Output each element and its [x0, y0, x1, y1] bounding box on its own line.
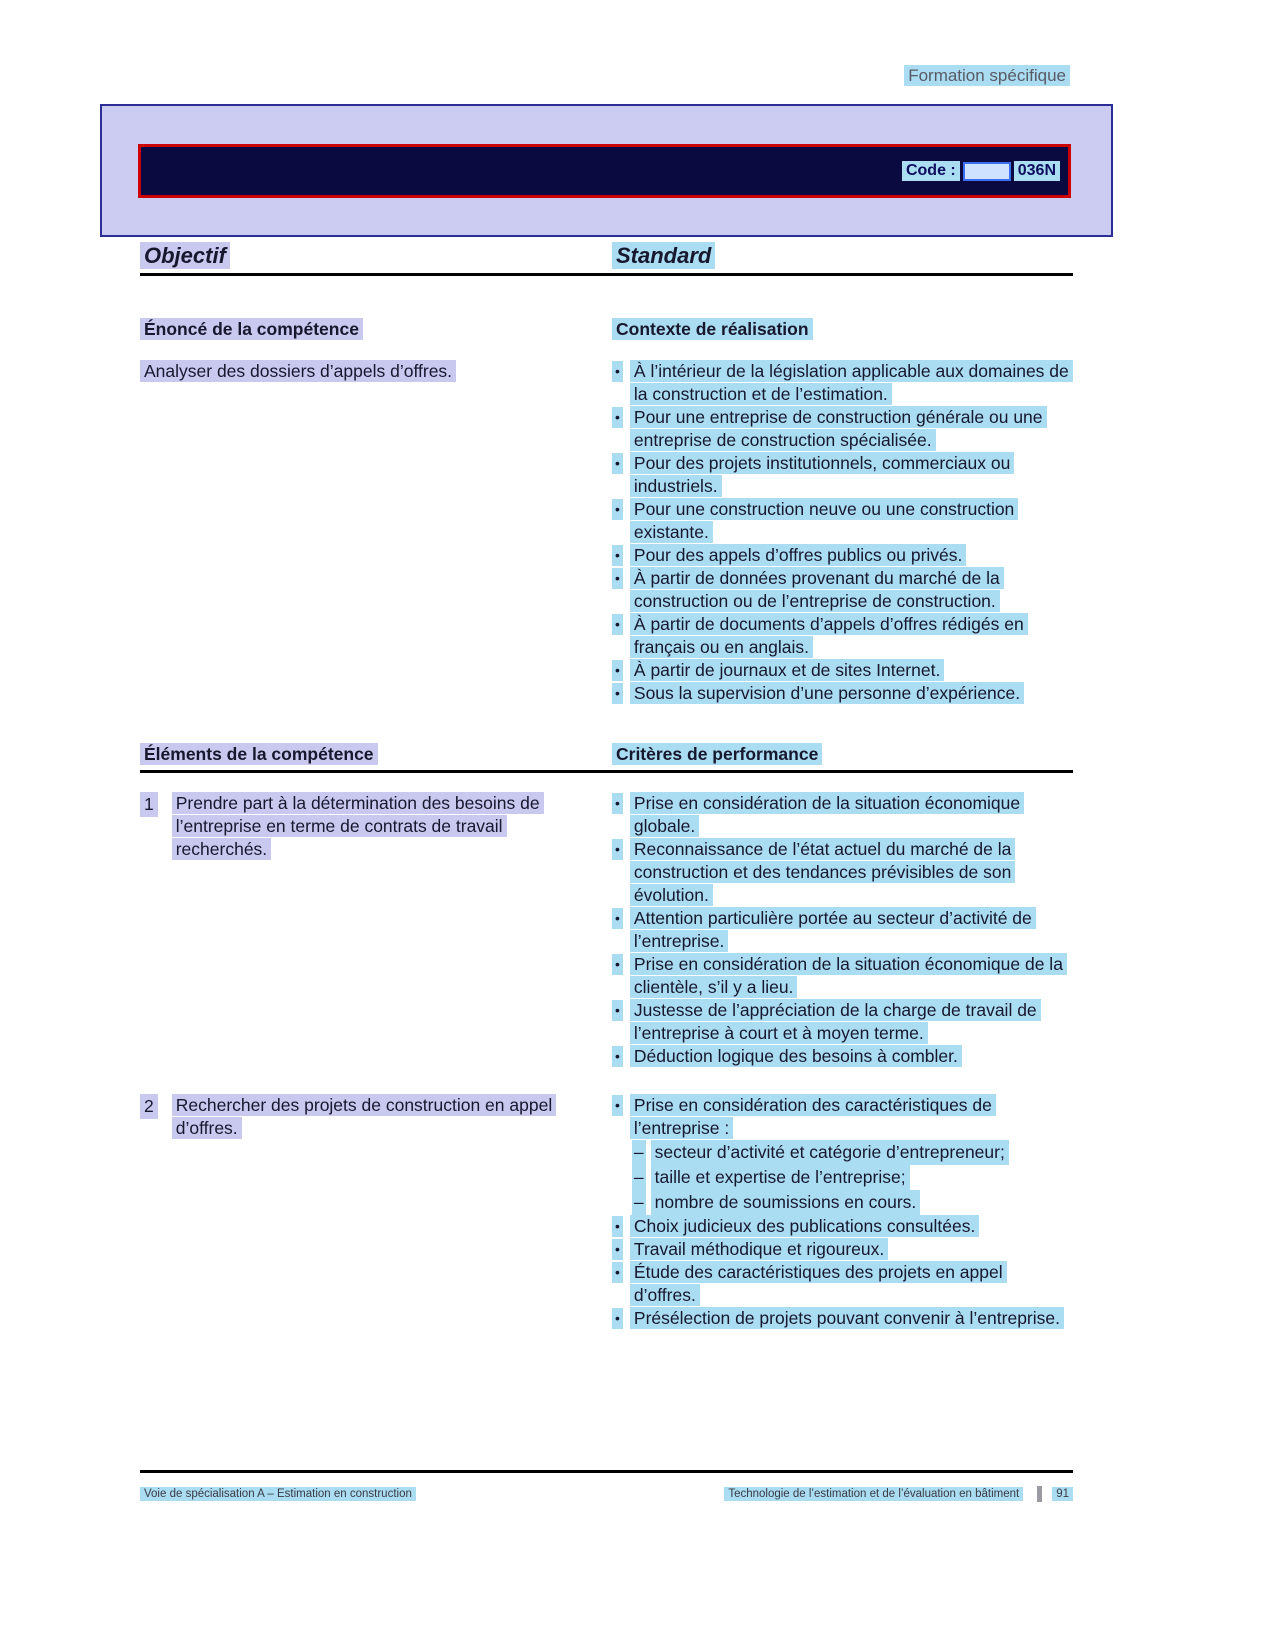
enonce-contexte-header-row: [140, 318, 1073, 341]
bullet-icon: •: [612, 614, 623, 635]
footer-left-text: Voie de spécialisation A – Estimation en construction: [140, 1487, 416, 1501]
criterion-item: [612, 792, 1073, 838]
footer-divider-bar: [1037, 1486, 1042, 1502]
criterion-item: [612, 1238, 1073, 1261]
contexte-list: [612, 360, 1073, 705]
contexte-item-text: Pour des projets institutionnels, commerciaux ou industriels.: [630, 452, 1014, 497]
contexte-item: [612, 360, 1073, 406]
contexte-item-text: À partir de documents d’appels d’offres rédigés en français ou en anglais.: [630, 613, 1028, 658]
criterion-item: [612, 1045, 1073, 1068]
criterion-item: [612, 999, 1073, 1045]
footer-rule: [140, 1470, 1073, 1473]
criterion-item: [612, 1215, 1073, 1238]
criterion-text: Prise en considération de la situation économique de la clientèle, s’il y a lieu.: [630, 953, 1067, 998]
bullet-icon: •: [612, 1216, 623, 1237]
contexte-item-text: À partir de données provenant du marché de la construction ou de l’entreprise de construction.: [630, 567, 1004, 612]
heading-rule: [140, 273, 1073, 276]
bullet-icon: •: [612, 683, 623, 704]
contexte-item-text: Pour une construction neuve ou une construction existante.: [630, 498, 1018, 543]
criterion-item: [612, 1094, 1073, 1215]
contexte-item: [612, 682, 1073, 705]
title-banner: [138, 144, 1071, 198]
criterion-text: Déduction logique des besoins à combler.: [630, 1045, 962, 1067]
elements-criteres-header-row: [140, 743, 1073, 766]
bullet-icon: •: [612, 453, 623, 474]
objective-standard-row: [140, 243, 1073, 269]
header-section-label: [904, 66, 1070, 86]
contexte-item-text: À l’intérieur de la législation applicable aux domaines de la construction et de l’estimation.: [630, 360, 1073, 405]
dash-icon: –: [632, 1165, 646, 1190]
bullet-icon: •: [612, 908, 623, 929]
contexte-item-text: Pour des appels d’offres publics ou privés.: [630, 544, 966, 566]
bullet-icon: •: [612, 499, 623, 520]
enonce-header: Énoncé de la compétence: [140, 318, 363, 340]
footer-right-text: Technologie de l’estimation et de l’évaluation en bâtiment: [724, 1487, 1023, 1501]
contexte-item: [612, 659, 1073, 682]
criterion-text: Travail méthodique et rigoureux.: [630, 1238, 888, 1260]
dash-icon: –: [632, 1190, 646, 1215]
sub-criterion: [632, 1140, 1073, 1165]
sub-criterion-text: secteur d’activité et catégorie d’entrepreneur;: [651, 1140, 1009, 1165]
criteres-header: Critères de performance: [612, 743, 822, 765]
contexte-item: [612, 406, 1073, 452]
enonce-contexte-content-row: [140, 360, 1073, 705]
bullet-icon: •: [612, 839, 623, 860]
objectif-heading: Objectif: [140, 242, 230, 269]
sub-criteria: [632, 1140, 1073, 1215]
criterion-text: Prise en considération de la situation économique globale.: [630, 792, 1024, 837]
criterion-text: Attention particulière portée au secteur d’activité de l’entreprise.: [630, 907, 1036, 952]
bullet-icon: •: [612, 1046, 623, 1067]
sub-criterion: [632, 1165, 1073, 1190]
element-2-text: Rechercher des projets de construction en appel d’offres.: [172, 1094, 556, 1139]
bullet-icon: •: [612, 361, 623, 382]
criterion-text: Choix judicieux des publications consultées.: [630, 1215, 979, 1237]
bullet-icon: •: [612, 568, 623, 589]
contexte-item: [612, 567, 1073, 613]
elements-rule: [140, 770, 1073, 773]
element-row-2: [140, 1094, 1073, 1330]
bullet-icon: •: [612, 1095, 623, 1116]
enonce-text: Analyser des dossiers d’appels d’offres.: [140, 360, 456, 382]
criteria-list-1: [612, 792, 1073, 1068]
contexte-item: [612, 452, 1073, 498]
contexte-header: Contexte de réalisation: [612, 318, 813, 340]
criterion-item: [612, 838, 1073, 907]
code-field: [963, 162, 1011, 181]
bullet-icon: •: [612, 1308, 623, 1329]
code-label: Code :: [902, 161, 960, 181]
contexte-item-text: Sous la supervision d’une personne d’expérience.: [630, 682, 1024, 704]
criterion-text: Prise en considération des caractéristiques de l’entreprise :: [630, 1094, 996, 1139]
footer-page-number: 91: [1052, 1487, 1073, 1501]
sub-criterion-text: taille et expertise de l’entreprise;: [651, 1165, 910, 1190]
criterion-text: Étude des caractéristiques des projets en appel d’offres.: [630, 1261, 1007, 1306]
criteria-list-2: [612, 1094, 1073, 1330]
sub-criterion: [632, 1190, 1073, 1215]
bullet-icon: •: [612, 1262, 623, 1283]
criterion-item: [612, 907, 1073, 953]
standard-heading: Standard: [612, 242, 715, 269]
bullet-icon: •: [612, 793, 623, 814]
bullet-icon: •: [612, 407, 623, 428]
code-row: [902, 161, 1060, 181]
criterion-item: [612, 1261, 1073, 1307]
contexte-item: [612, 498, 1073, 544]
criterion-item: [612, 953, 1073, 999]
criterion-text: Justesse de l’appréciation de la charge de travail de l’entreprise à court et à moyen terme.: [630, 999, 1041, 1044]
element-2-number: 2: [140, 1094, 158, 1119]
code-value: 036N: [1014, 161, 1060, 181]
page-footer: [140, 1466, 1073, 1502]
contexte-item-text: À partir de journaux et de sites Internet.: [630, 659, 944, 681]
contexte-item: [612, 544, 1073, 567]
document-content: [140, 243, 1073, 1330]
bullet-icon: •: [612, 954, 623, 975]
criterion-text: Présélection de projets pouvant convenir à l’entreprise.: [630, 1307, 1064, 1329]
bullet-icon: •: [612, 1000, 623, 1021]
criterion-item: [612, 1307, 1073, 1330]
contexte-item: [612, 613, 1073, 659]
criterion-text: Reconnaissance de l’état actuel du marché de la construction et des tendances prévisibles de son évolution.: [630, 838, 1015, 906]
contexte-item-text: Pour une entreprise de construction générale ou une entreprise de construction spécialisée.: [630, 406, 1047, 451]
element-1-text: Prendre part à la détermination des besoins de l’entreprise en terme de contrats de travail recherchés.: [172, 792, 544, 860]
elements-header: Éléments de la compétence: [140, 743, 378, 765]
title-box: [100, 104, 1113, 237]
element-1-number: 1: [140, 792, 158, 817]
bullet-icon: •: [612, 545, 623, 566]
header-section-label-text: Formation spécifique: [904, 65, 1070, 86]
element-row-1: [140, 792, 1073, 1068]
sub-criterion-text: nombre de soumissions en cours.: [651, 1190, 921, 1215]
bullet-icon: •: [612, 1239, 623, 1260]
dash-icon: –: [632, 1140, 646, 1165]
bullet-icon: •: [612, 660, 623, 681]
